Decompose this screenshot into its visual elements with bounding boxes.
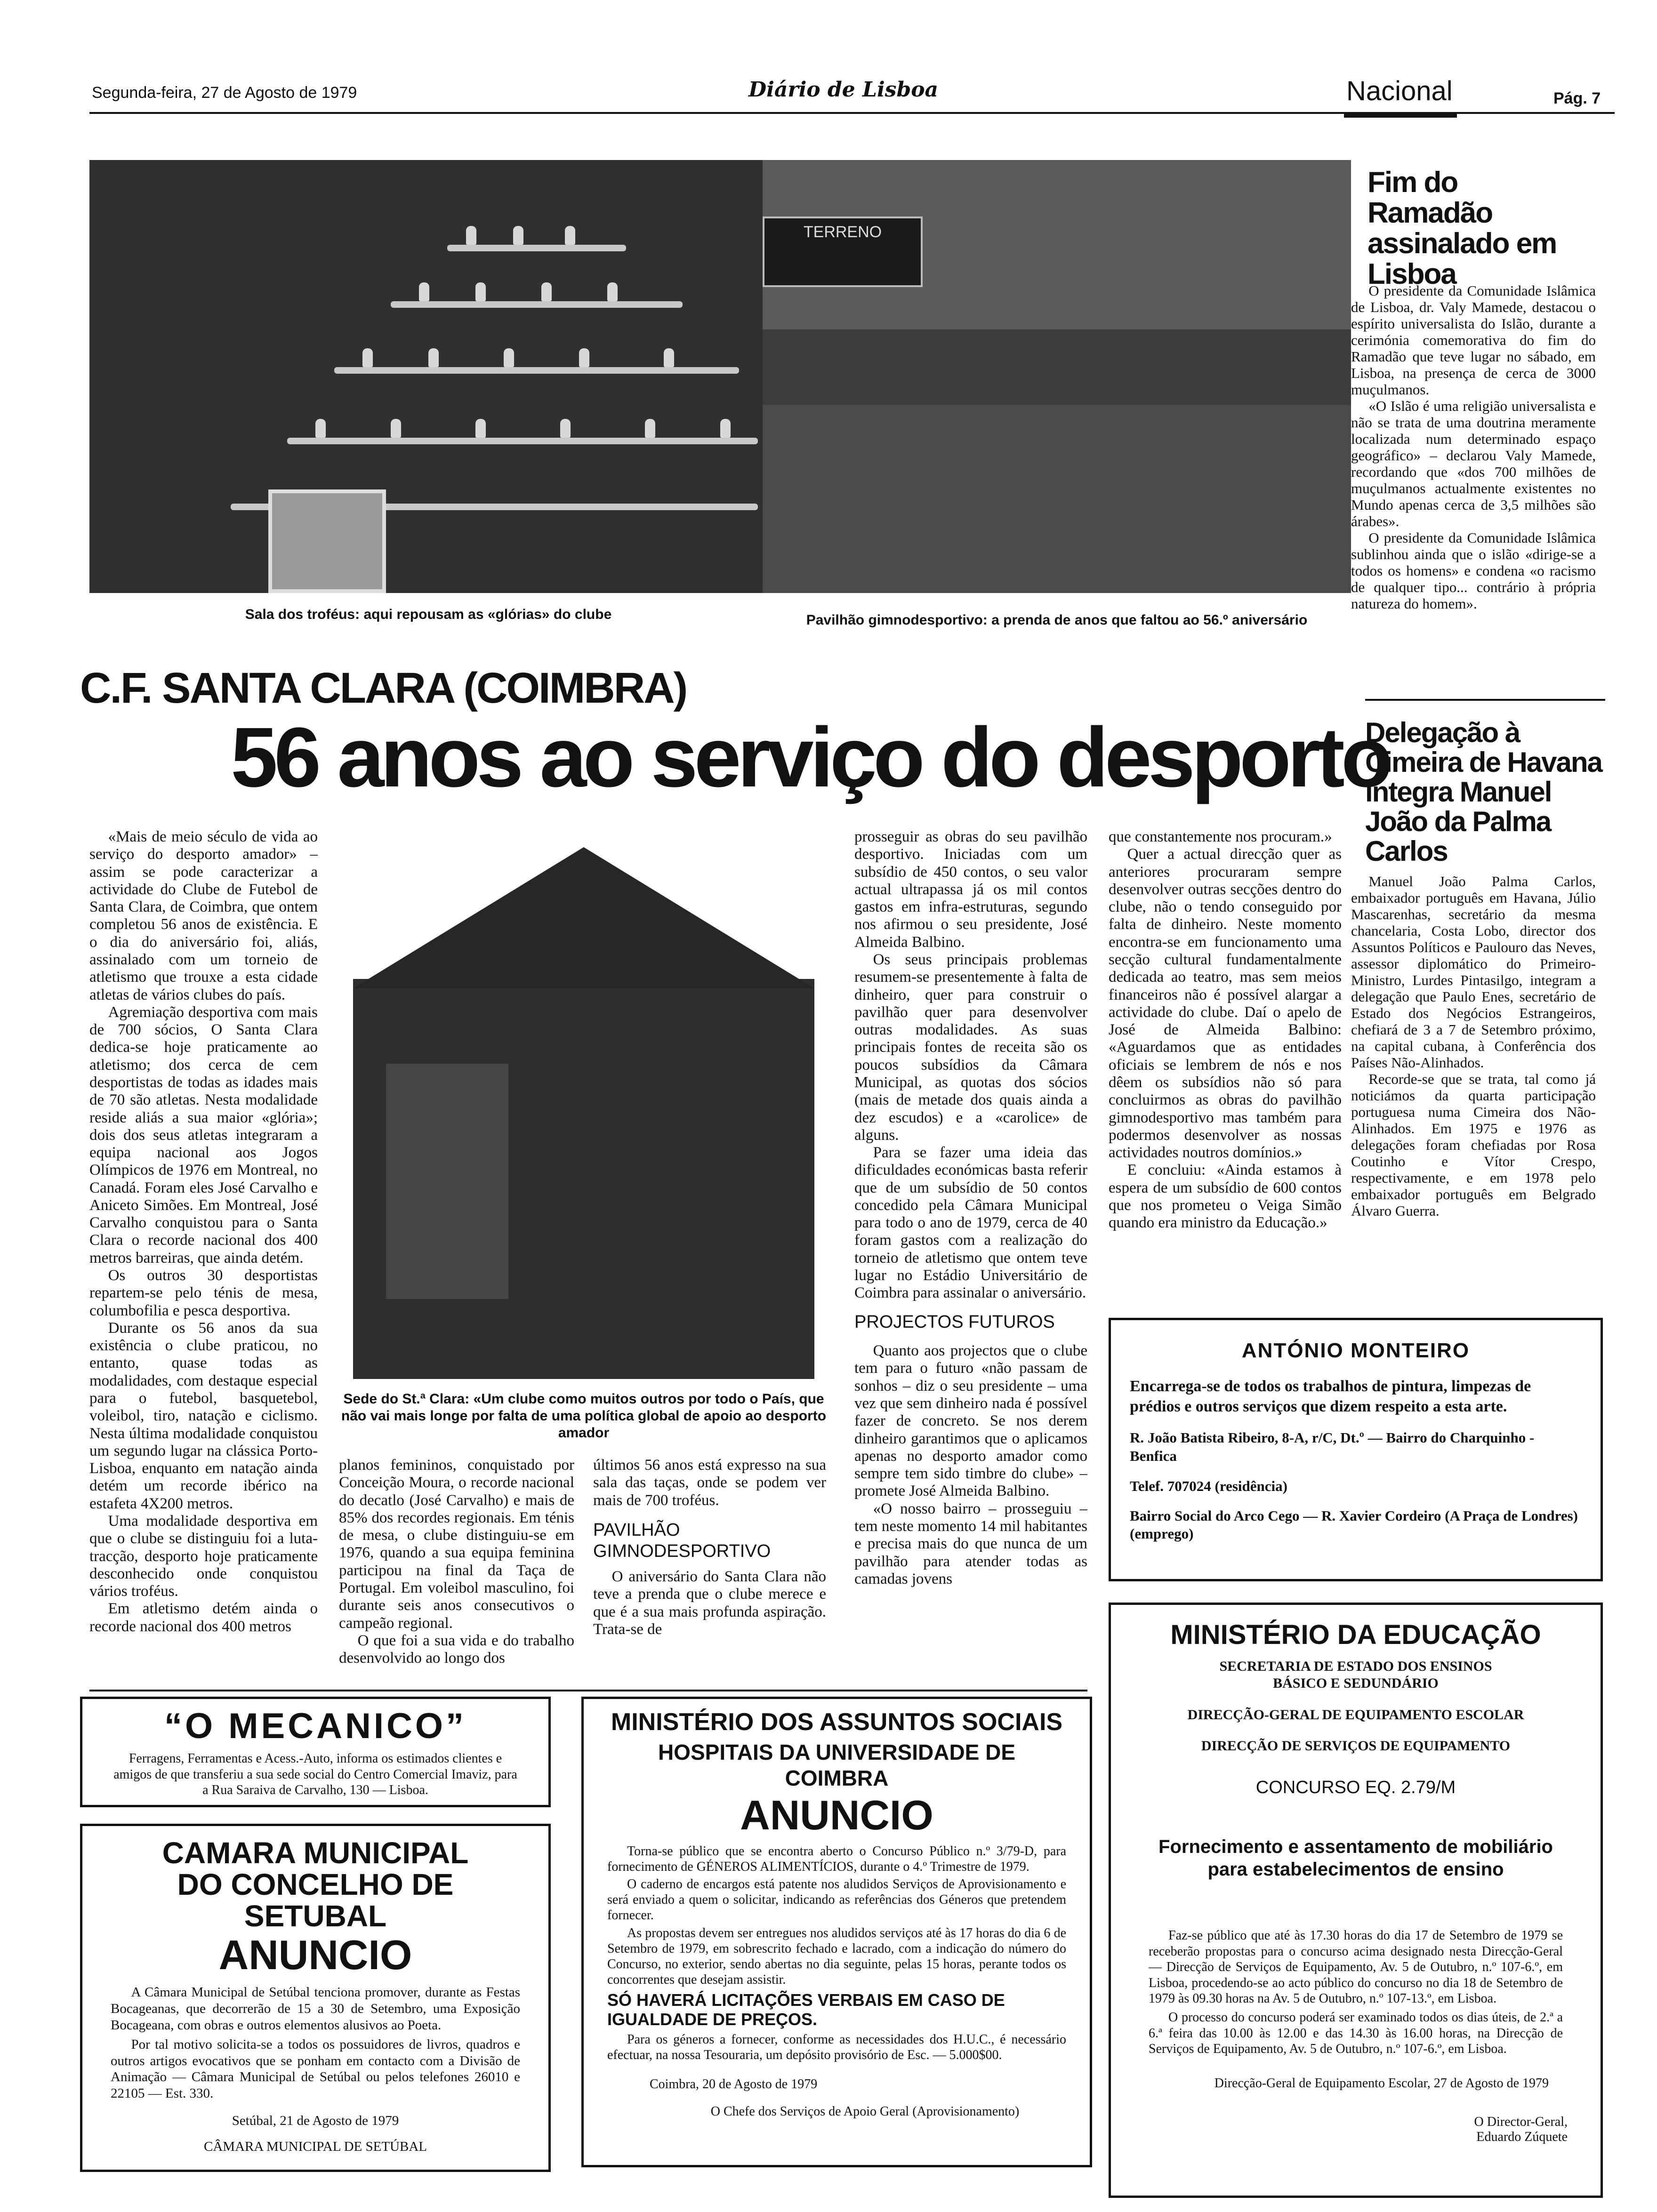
ad-mecanico-name: “O MECANICO” bbox=[164, 1706, 467, 1746]
headquarters-photo-caption: Sede do St.ª Clara: «Um clube como muitos outros por todo o País, que não vai mais longe por falta de uma política global de apoio ao desporto amador bbox=[341, 1391, 827, 1441]
masthead: Diário de Lisboa bbox=[748, 78, 939, 102]
cimeira-headline: Delegação à Cimeira de Havana integra Manuel João da Palma Carlos bbox=[1365, 717, 1602, 867]
sidebar-divider bbox=[1365, 699, 1605, 701]
ad-o-mecanico: “O MECANICO” Ferragens, Ferramentas e Acess.-Auto, informa os estimados clientes e amigos de que transferiu a sua sede social do Centro Comercial Imaviz, para a Rua Saraiva de Carvalho, 130 — Lisboa. bbox=[80, 1697, 551, 1807]
ad-ministerio-educacao: MINISTÉRIO DA EDUCAÇÃO SECRETARIA DE ESTADO DOS ENSINOS BÁSICO E SEDUNDÁRIO DIRECÇÃO-GERAL DE EQUIPAMENTO ESCOLAR DIRECÇÃO DE SERVIÇOS DE EQUIPAMENTO CONCURSO EQ. 2.79/M Fornecimento e assentamento de mobiliário para estabelecimentos de ensino Faz-se público que até às 17.30 horas do dia 17 de Setembro de 1979 se receberão propostas para o concurso acima designado nesta Direcção-Geral — Direcção de Serviços de Equipamento, Av. 5 de Outubro, n.º 107-6.º, em Lisboa, procedendo-se ao acto público do concurso no dia 18 de Setembro de 1979 às 09.30 horas na Av. 5 de Outubro, n.º 107-13.º, em Lisboa. O processo do concurso poderá ser examinado todos os dias úteis, de 2.ª a 6.ª feira das 10.00 às 12.00 e das 14.30 às 16.00 horas, na Direcção de Serviços de Equipamento, Av. 5 de Outubro, n.º 107-6.º, em Lisboa. Direcção-Geral de Equipamento Escolar, 27 de Agosto de 1979 O Director-Geral, Eduardo Zúquete bbox=[1109, 1603, 1603, 2198]
ad-camara-setubal: CAMARA MUNICIPAL DO CONCELHO DE SETUBAL ANUNCIO A Câmara Municipal de Setúbal tenciona promover, durante as Festas Bocageanas, que decorrerão de 15 a 30 de Setembro, uma Exposição Bocageana, com obras e outros elementos alusivos ao Poeta. Por tal motivo solicita-se a todos os possuidores de livros, quadros e outros artigos evocativos que se ponham em contacto com a Divisão de Animação — Câmara Municipal de Setúbal ou pelos telefones 26010 e 22105 — Est. 330. Setúbal, 21 de Agosto de 1979 CÂMARA MUNICIPAL DE SETÚBAL bbox=[80, 1824, 551, 2172]
ad-antonio-monteiro: ANTÓNIO MONTEIRO Encarrega-se de todos os trabalhos de pintura, limpezas de prédios e outros serviços que dizem respeito a esta arte. R. João Batista Ribeiro, 8-A, r/C, Dt.º — Bairro do Charquinho - Benfica Telef. 707024 (residência) Bairro Social do Arco Cego — R. Xavier Cordeiro (A Praça de Londres) (emprego) bbox=[1109, 1318, 1603, 1581]
article-column-1: «Mais de meio século de vida ao serviço do desporto amador» – assim se pode caracterizar a actividade do Clube de Futebol de Santa Clara, de Coimbra, que ontem completou 56 anos de existência. E o dia do aniversário foi, aliás, assinalado com um torneio de atletismo que trouxe a esta cidade atletas de vários clubes do país. Agremiação desportiva com mais de 700 sócios, O Santa Clara dedica-se hoje praticamente ao atletismo; dos cerca de cem desportistas de todas as idades mais de 70 são atletas. Nesta modalidade reside aliás a sua maior «glória»; dois dos seus atletas integraram a equipa nacional aos Jogos Olímpicos de 1976 em Montreal, no Canadá. Foram eles José Carvalho e Aniceto Simões. Em Montreal, José Carvalho conquistou para o Santa Clara o recorde nacional dos 400 metros barreiras, que ainda detém. Os outros 30 desportistas repartem-se pelo ténis de mesa, columbofilia e pesca desportiva. Durante os 56 anos da sua existência o clube praticou, no entanto, quase todas as modalidades, com destaque especial para o futebol, basquetebol, voleibol, tiro, natação e ciclismo. Nesta última modalidade conquistou um segundo lugar na clássica Porto-Lisboa, enquanto em natação ainda detém um recorde ibérico na estafeta 4X200 metros. Uma modalidade desportiva em que o clube se distinguiu foi a luta-tracção, desporto hoje praticamente desconhecido onde conquistou vários troféus. Em atletismo detém ainda o recorde nacional dos 400 metros bbox=[89, 828, 318, 1635]
pavilion-photo-caption: Pavilhão gimnodesportivo: a prenda de anos que faltou ao 56.º aniversário bbox=[806, 612, 1308, 628]
trophy-room-photo bbox=[89, 160, 767, 593]
ramadao-headline: Fim do Ramadão assinalado em Lisboa bbox=[1367, 166, 1557, 291]
article-column-2: planos femininos, conquistado por Conceição Moura, o recorde nacional do decatlo (José Carvalho) e mais de 85% dos recordes regionais. Em ténis de mesa, o clube distinguiu-se em 1976, quando a sua equipa feminina participou na final da Taça de Portugal. Em voleibol masculino, foi durante seis anos consecutivos o campeão regional. O que foi a sua vida e do trabalho desenvolvido ao longo dos bbox=[339, 1457, 574, 1667]
section-rule bbox=[1344, 112, 1457, 118]
trophy-photo-caption: Sala dos troféus: aqui repousam as «glórias» do clube bbox=[245, 607, 612, 622]
terreno-sign: TERRENO bbox=[763, 216, 923, 287]
headquarters-photo bbox=[339, 838, 828, 1379]
article-column-4: prosseguir as obras do seu pavilhão desportivo. Iniciadas com um subsídio de 450 contos, o seu valor actual ultrapassa já os mil contos gastos em infra-estruturas, segundo nos afirmou o seu presidente, José Almeida Balbino. Os seus principais problemas resumem-se presentemente à falta de dinheiro, quer para construir o pavilhão quer para desenvolver outras modalidades. As suas principais fontes de receita são os poucos subsídios da Câmara Municipal, as quotas dos sócios (mais de metade dos quais ainda a dez escudos) e a «carolice» de alguns. Para se fazer uma ideia das dificuldades económicas basta referir que de um subsídio de 50 contos concedido pela Câmara Municipal para todo o ano de 1979, cerca de 40 foram gastos com a realização do torneio de atletismo que ontem teve lugar no Estádio Universitário de Coimbra para assinalar o aniversário. PROJECTOS FUTUROS Quanto aos projectos que o clube tem para o futuro «não passam de sonhos – diz o seu presidente – uma vez que sem dinheiro nada é possível fazer de concreto. Se nos derem dinheiro garantimos que o aplicamos apenas no desporto amador como sempre tem sido timbre do clube» – promete José Almeida Balbino. «O nosso bairro – prosseguiu – tem neste momento 14 mil habitantes e precisa mais do que nunca de um pavilhão para atender todas as camadas jovens bbox=[854, 828, 1087, 1587]
cimeira-article: Manuel João Palma Carlos, embaixador português em Havana, Júlio Mascarenhas, secretário da mesma chancelaria, Costa Lobo, director dos Assuntos Políticos e Paulouro das Neves, assessor diplomático do Primeiro-Ministro, Lurdes Pintasilgo, integram a delegação que Paulo Enes, secretário de Estado dos Negócios Estrangeiros, chefiará de 3 a 7 de Setembro próximo, na capital cubana, à Conferência dos Países Não-Alinhados. Recorde-se que se trata, tal como já noticiámos da quarta participação portuguesa numa Cimeira dos Não-Alinhados. Em 1975 e 1976 as delegações foram chefiadas por Rosa Coutinho e Vítor Crespo, respectivamente, e em 1978 pelo embaixador português em Belgrado Álvaro Guerra. bbox=[1351, 873, 1596, 1219]
subhead-projectos: PROJECTOS FUTUROS bbox=[854, 1312, 1055, 1332]
ad-ministerio-assuntos-sociais: MINISTÉRIO DOS ASSUNTOS SOCIAIS HOSPITAIS DA UNIVERSIDADE DE COIMBRA ANUNCIO Torna-se público que se encontra aberto o Concurso Público n.º 3/79-D, para fornecimento de GÉNEROS ALIMENTÍCIOS, durante o 4.º Trimestre de 1979. O caderno de encargos está patente nos aludidos Serviços de Aprovisionamento e será enviado a quem o solicitar, indicando as referências dos Géneros que pretendem fornecer. As propostas devem ser entregues nos aludidos serviços até às 17 horas do dia 6 de Setembro de 1979, em sobrescrito fechado e lacrado, com a indicação do número do Concurso, no exterior, sendo abertas no dia seguinte, pelas 15 horas, perante todos os concorrentes que desejam assistir. SÓ HAVERÁ LICITAÇÕES VERBAIS EM CASO DE IGUALDADE DE PREÇOS. Para os géneros a fornecer, conforme as necessidades dos H.U.C., é necessário efectuar, na nossa Tesouraria, um depósito provisório de Esc. — 5.000$00. Coimbra, 20 de Agosto de 1979 O Chefe dos Serviços de Apoio Geral (Aprovisionamento) bbox=[581, 1697, 1092, 2167]
article-bottom-rule bbox=[89, 1690, 1087, 1691]
ad-monteiro-name: ANTÓNIO MONTEIRO bbox=[1241, 1339, 1470, 1362]
article-kicker: C.F. SANTA CLARA (COIMBRA) bbox=[80, 664, 687, 712]
article-column-3: últimos 56 anos está expresso na sua sala das taças, onde se podem ver mais de 700 troféus. PAVILHÃO GIMNODESPORTIVO O aniversário do Santa Clara não teve a prenda que o clube merece e que é a sua mais profunda aspiração. Trata-se de bbox=[593, 1457, 826, 1638]
subhead-pavilhao: PAVILHÃO GIMNODESPORTIVO bbox=[593, 1520, 771, 1562]
article-headline: 56 anos ao serviço do desporto bbox=[231, 710, 1389, 805]
section-name: Nacional bbox=[1346, 76, 1453, 106]
ramadao-article: O presidente da Comunidade Islâmica de Lisboa, dr. Valy Mamede, destacou o espírito universalista do Islão, durante a cerimónia comemorativa do fim do Ramadão que teve lugar no sábado, em Lisboa, na presença de cerca de 3000 muçulmanos. «O Islão é uma religião universalista e não se trata de uma doutrina meramente localizada num determinado espaço geográfico» – declarou Valy Mamede, recordando que «dos 700 milhões de muçulmanos actualmente existentes no Mundo apenas cerca de 3,5 milhões são árabes». O presidente da Comunidade Islâmica sublinhou ainda que o islão «dirige-se a todos os homens» e condena «o racismo de qualquer tipo... contrário à própria natureza do homem». bbox=[1351, 282, 1596, 612]
page-number: Pág. 7 bbox=[1553, 89, 1601, 107]
issue-date: Segunda-feira, 27 de Agosto de 1979 bbox=[92, 84, 357, 102]
article-column-5: que constantemente nos procuram.» Quer a actual direcção quer as anteriores procuraram sempre desenvolver outras secções dentro do clube, não o tendo conseguido por falta de dinheiro. Neste momento encontra-se em funcionamento uma secção cultural fundamentalmente dedicada ao teatro, mas sem meios financeiros não é possível alargar a actividade do clube. Daí o apelo de José de Almeida Balbino: «Aguardamos que as entidades oficiais se lembrem de nós e nos dêem os subsídios não só para concluirmos as obras do pavilhão gimnodesportivo mas também para podermos desenvolver as nossas actividades noutros domínios.» E concluiu: «Ainda estamos à espera de um subsídio de 600 contos que nos prometeu o Veiga Simão quando era ministro da Educação.» bbox=[1109, 828, 1342, 1232]
pavilion-photo bbox=[763, 160, 1351, 593]
